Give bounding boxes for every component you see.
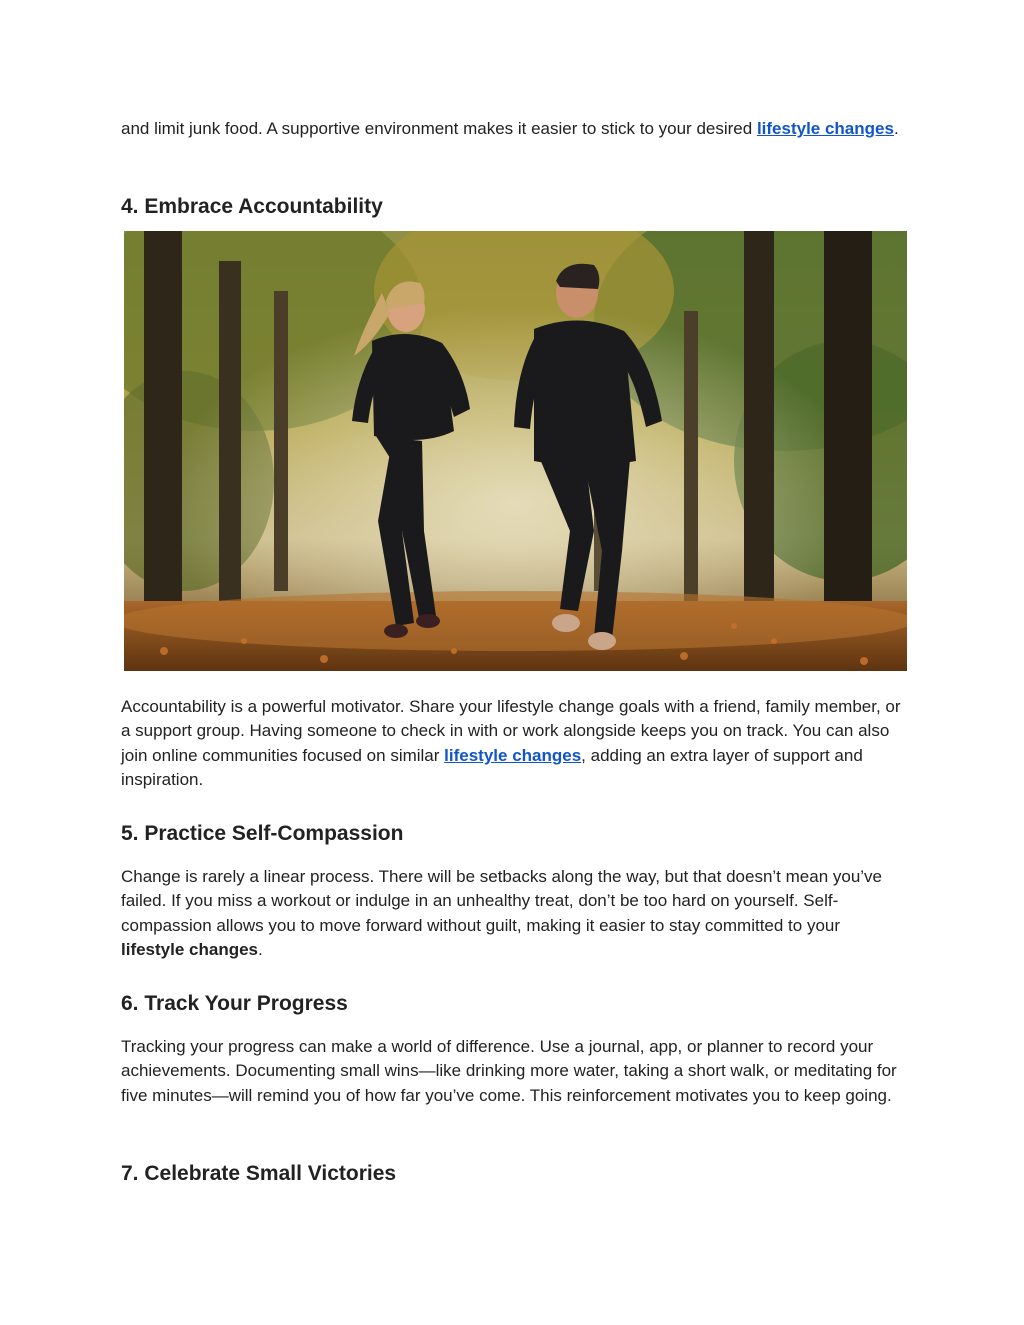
lifestyle-changes-bold: lifestyle changes (121, 940, 259, 960)
heading-embrace-accountability: 4. Embrace Accountability (121, 195, 383, 218)
intro-paragraph (121, 117, 901, 141)
lifestyle-changes-link[interactable]: lifestyle changes (444, 745, 582, 765)
accountability-paragraph (121, 695, 901, 793)
accountability-text: Accountability is a powerful motivator. Share your lifestyle change goals with a friend, family member, or a support group. Having someone to check in with or work alongside keeps you on track. You can also join online communities focused on similar (121, 697, 901, 765)
heading-track-your-progress: 6. Track Your Progress (121, 992, 348, 1015)
heading-practice-self-compassion: 5. Practice Self-Compassion (121, 822, 404, 845)
heading-celebrate-small-victories: 7. Celebrate Small Victories (121, 1162, 397, 1185)
intro-text: and limit junk food. A supportive environment makes it easier to stick to your desired (121, 119, 757, 138)
couple-jogging-photo (124, 231, 907, 671)
self-compassion-text: Change is rarely a linear process. There will be setbacks along the way, but that doesn’t mean you’ve failed. If you miss a workout or indulge in an unhealthy treat, don’t be too hard on yourself. Self-compassion allows you to move forward without guilt, making it easier to stay committed to your (121, 867, 883, 935)
lifestyle-changes-link[interactable]: lifestyle changes (756, 119, 894, 138)
self-compassion-paragraph (121, 865, 901, 963)
accountability-text-end: , adding an extra layer of support and inspiration. (121, 745, 863, 790)
track-progress-paragraph: Tracking your progress can make a world of difference. Use a journal, app, or planner to record your achievements. Documenting small wins—like drinking more water, taking a short walk, or meditating for five minutes—will remind you of how far you’ve come. This reinforcement motivates you to keep going. (121, 1037, 897, 1105)
intro-text-end: . (893, 119, 899, 138)
self-compassion-text-end: . (258, 940, 263, 960)
